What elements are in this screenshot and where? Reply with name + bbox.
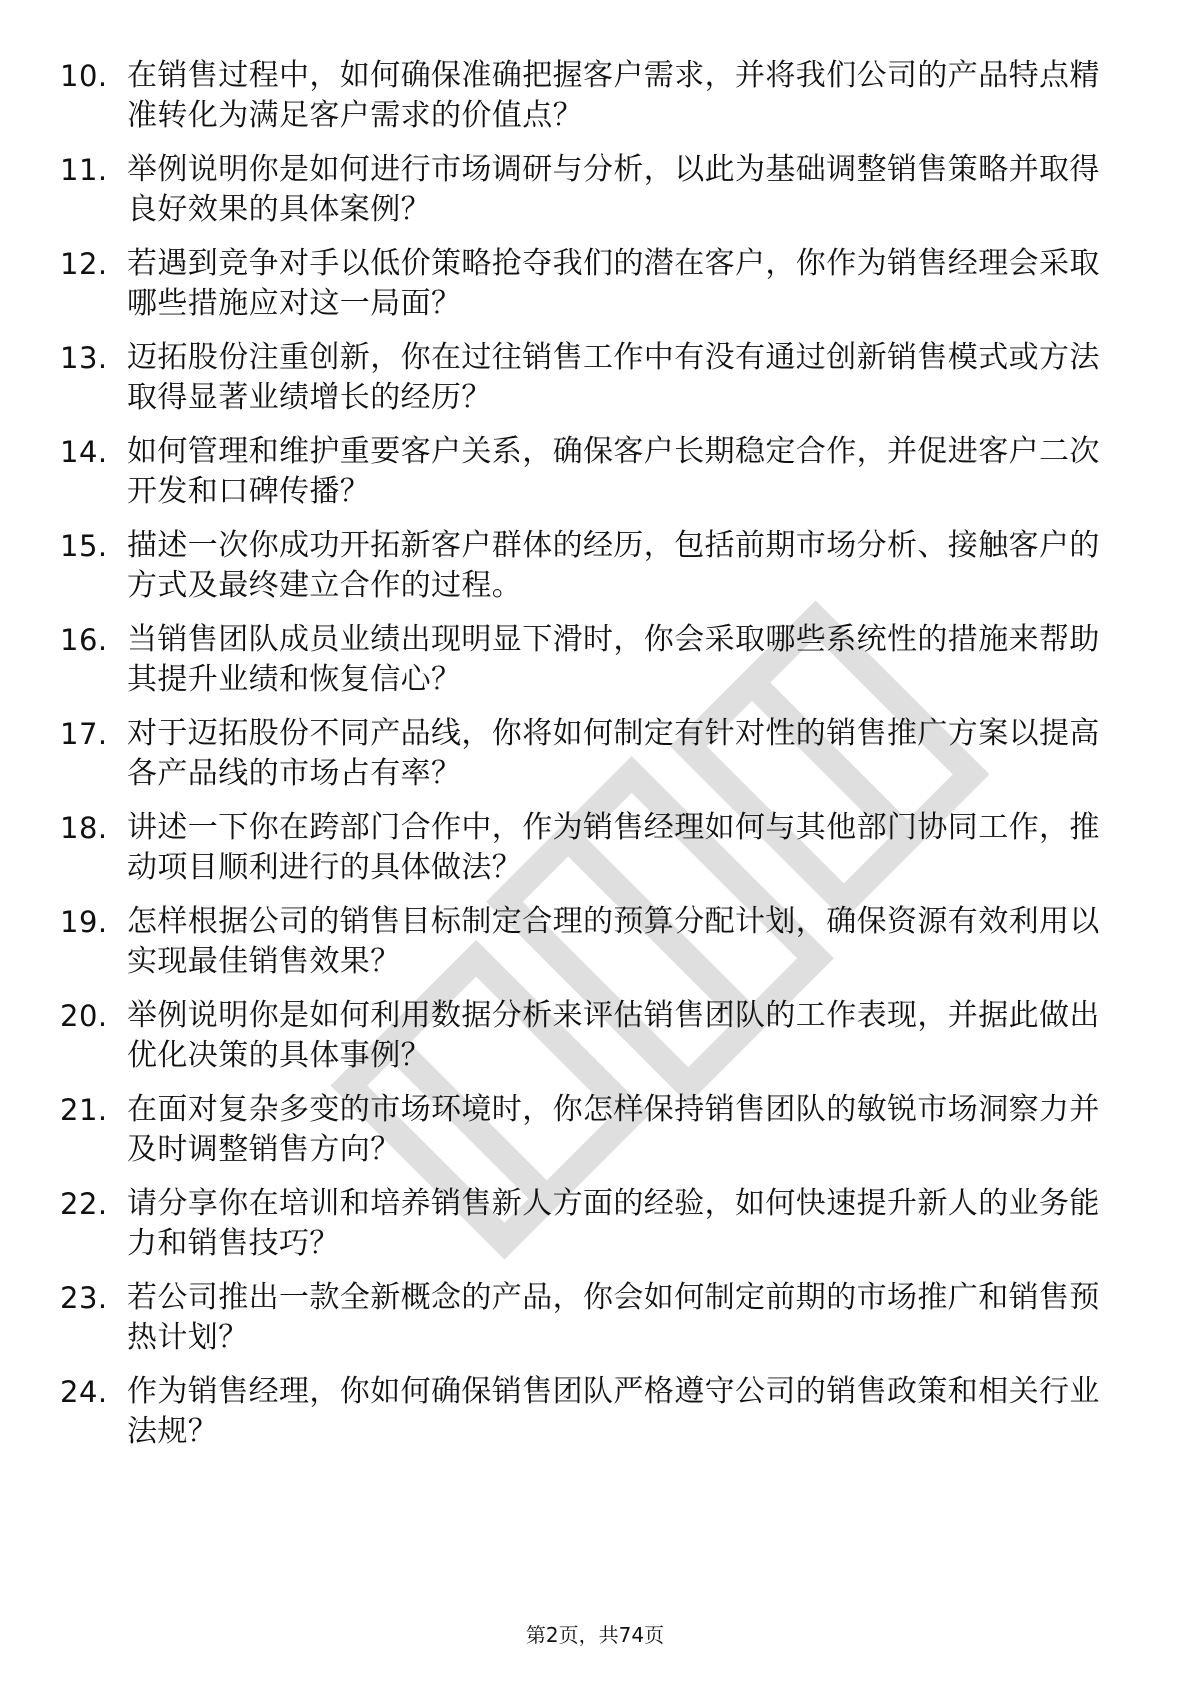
question-item — [60, 338, 1110, 432]
question-item — [60, 620, 1110, 714]
question-number: 13. — [60, 341, 108, 375]
question-item — [60, 526, 1110, 620]
page-number-footer: 第2页，共74页 — [525, 1623, 665, 1647]
question-text: 在面对复杂多变的市场环境时，你怎样保持销售团队的敏锐市场洞察力并及时调整销售方向？ — [127, 1092, 1100, 1167]
question-item — [60, 1372, 1110, 1466]
question-text: 作为销售经理，你如何确保销售团队严格遵守公司的销售政策和相关行业法规？ — [127, 1374, 1100, 1449]
question-list — [60, 56, 1110, 1466]
question-item — [60, 808, 1110, 902]
question-item — [60, 56, 1110, 150]
question-item — [60, 1184, 1110, 1278]
question-text: 讲述一下你在跨部门合作中，作为销售经理如何与其他部门协同工作，推动项目顺利进行的具体做法？ — [127, 810, 1100, 885]
question-number: 24. — [60, 1375, 108, 1409]
question-text: 若遇到竞争对手以低价策略抢夺我们的潜在客户，你作为销售经理会采取哪些措施应对这一局面？ — [127, 246, 1100, 321]
question-number: 22. — [60, 1187, 108, 1221]
question-text: 当销售团队成员业绩出现明显下滑时，你会采取哪些系统性的措施来帮助其提升业绩和恢复信心？ — [127, 622, 1100, 697]
question-number: 12. — [60, 247, 108, 281]
question-item — [60, 150, 1110, 244]
question-text: 举例说明你是如何利用数据分析来评估销售团队的工作表现，并据此做出优化决策的具体事例？ — [127, 998, 1100, 1073]
question-item — [60, 244, 1110, 338]
question-item — [60, 1278, 1110, 1372]
question-item — [60, 1090, 1110, 1184]
question-number: 21. — [60, 1093, 108, 1127]
question-number: 19. — [60, 905, 108, 939]
question-number: 11. — [60, 153, 108, 187]
question-item — [60, 432, 1110, 526]
question-number: 20. — [60, 999, 108, 1033]
question-text: 举例说明你是如何进行市场调研与分析，以此为基础调整销售策略并取得良好效果的具体案例？ — [127, 152, 1100, 227]
question-text: 迈拓股份注重创新，你在过往销售工作中有没有通过创新销售模式或方法取得显著业绩增长的经历？ — [127, 340, 1100, 415]
question-number: 18. — [60, 811, 108, 845]
question-text: 在销售过程中，如何确保准确把握客户需求，并将我们公司的产品特点精准转化为满足客户需求的价值点？ — [127, 58, 1100, 133]
question-number: 15. — [60, 529, 108, 563]
question-number: 16. — [60, 623, 108, 657]
question-text: 若公司推出一款全新概念的产品，你会如何制定前期的市场推广和销售预热计划？ — [127, 1280, 1100, 1355]
question-text: 描述一次你成功开拓新客户群体的经历，包括前期市场分析、接触客户的方式及最终建立合作的过程。 — [127, 528, 1100, 603]
question-item — [60, 714, 1110, 808]
question-number: 10. — [60, 59, 108, 93]
question-number: 23. — [60, 1281, 108, 1315]
question-item — [60, 902, 1110, 996]
question-number: 17. — [60, 717, 108, 751]
question-text: 怎样根据公司的销售目标制定合理的预算分配计划，确保资源有效利用以实现最佳销售效果？ — [127, 904, 1100, 979]
question-text: 请分享你在培训和培养销售新人方面的经验，如何快速提升新人的业务能力和销售技巧？ — [127, 1186, 1100, 1261]
question-item — [60, 996, 1110, 1090]
question-text: 对于迈拓股份不同产品线，你将如何制定有针对性的销售推广方案以提高各产品线的市场占有率？ — [127, 716, 1100, 791]
question-text: 如何管理和维护重要客户关系，确保客户长期稳定合作，并促进客户二次开发和口碑传播？ — [127, 434, 1100, 509]
question-number: 14. — [60, 435, 108, 469]
